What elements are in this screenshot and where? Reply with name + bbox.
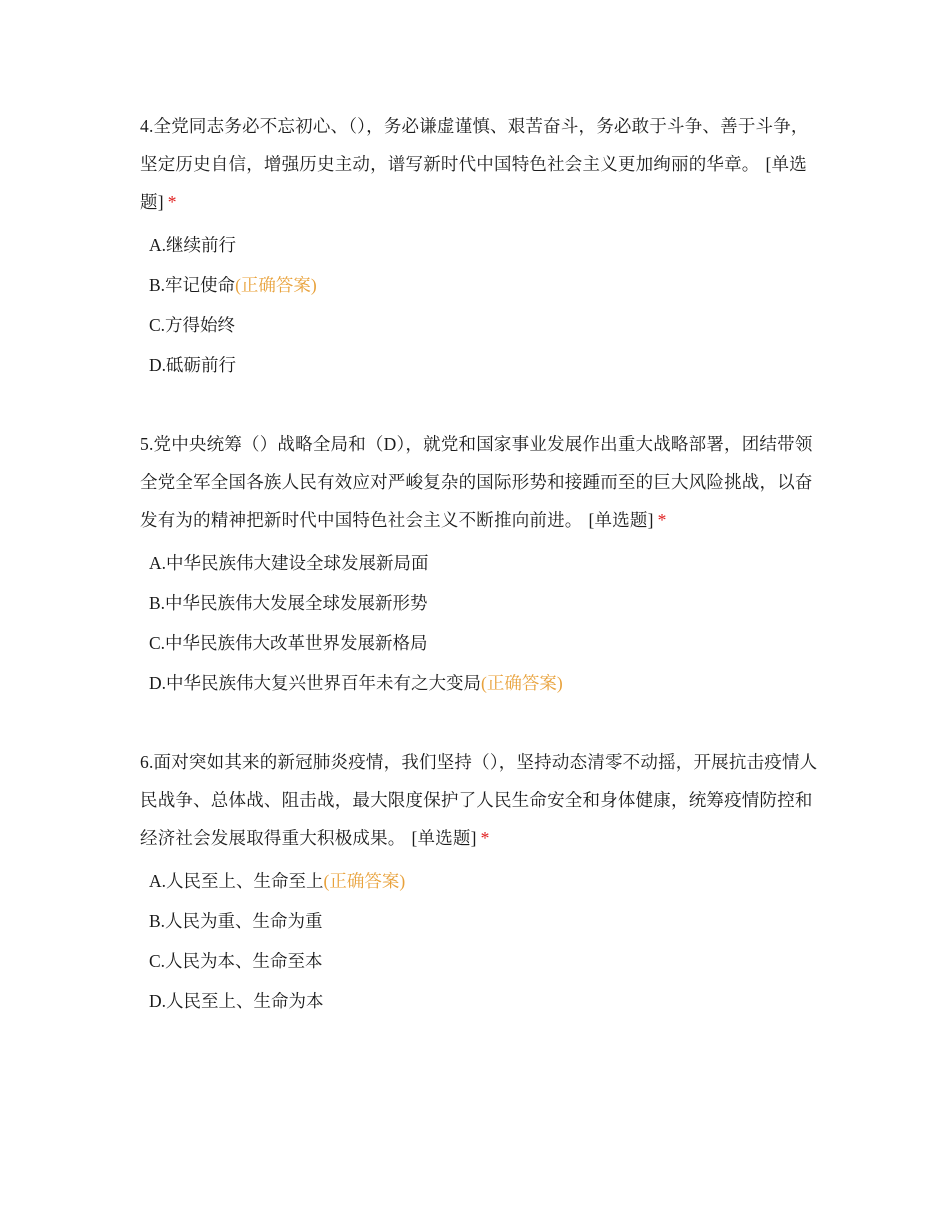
option-d bbox=[149, 345, 820, 385]
question-text: 党中央统筹（）战略全局和（D），就党和国家事业发展作出重大战略部署，团结带领全党全军全国各族人民有效应对严峻复杂的国际形势和接踵而至的巨大风险挑战，以奋发有为的精神把新时代中国特色社会主义不断推向前进。 bbox=[140, 434, 813, 530]
required-star: * bbox=[480, 828, 490, 848]
question-number: 6. bbox=[140, 752, 154, 772]
question-type-label: [单选题] bbox=[411, 828, 477, 848]
option-b bbox=[149, 901, 820, 941]
option-label: C.中华民族伟大改革世界发展新格局 bbox=[149, 633, 428, 653]
option-c bbox=[149, 305, 820, 345]
option-label: A.人民至上、生命至上 bbox=[149, 871, 324, 891]
question-5 bbox=[140, 425, 820, 703]
option-label: A.继续前行 bbox=[149, 235, 237, 255]
question-number: 4. bbox=[140, 116, 154, 136]
question-type-label: [单选题] bbox=[588, 510, 654, 530]
question-stem bbox=[140, 107, 820, 221]
required-star: * bbox=[167, 192, 177, 212]
option-label: D.中华民族伟大复兴世界百年未有之大变局 bbox=[149, 673, 482, 693]
option-a bbox=[149, 861, 820, 901]
question-4 bbox=[140, 107, 820, 385]
correct-answer-mark: (正确答案) bbox=[235, 275, 317, 295]
question-type-label: [单选题] bbox=[140, 154, 807, 212]
question-stem bbox=[140, 743, 820, 857]
correct-answer-mark: (正确答案) bbox=[481, 673, 563, 693]
option-list bbox=[140, 861, 820, 1021]
option-b bbox=[149, 583, 820, 623]
question-text: 全党同志务必不忘初心、（），务必谦虚谨慎、艰苦奋斗，务必敢于斗争、善于斗争，坚定历史自信，增强历史主动，谱写新时代中国特色社会主义更加绚丽的华章。 bbox=[140, 116, 809, 174]
option-d bbox=[149, 981, 820, 1021]
option-d bbox=[149, 663, 820, 703]
required-star: * bbox=[657, 510, 667, 530]
option-c bbox=[149, 623, 820, 663]
option-list bbox=[140, 225, 820, 385]
option-label: D.砥砺前行 bbox=[149, 355, 237, 375]
option-label: B.人民为重、生命为重 bbox=[149, 911, 323, 931]
option-list bbox=[140, 543, 820, 703]
option-a bbox=[149, 225, 820, 265]
question-number: 5. bbox=[140, 434, 154, 454]
option-label: D.人民至上、生命为本 bbox=[149, 991, 324, 1011]
option-label: A.中华民族伟大建设全球发展新局面 bbox=[149, 553, 429, 573]
correct-answer-mark: (正确答案) bbox=[323, 871, 406, 891]
option-label: B.中华民族伟大发展全球发展新形势 bbox=[149, 593, 428, 613]
option-label: B.牢记使命 bbox=[149, 275, 236, 295]
question-6 bbox=[140, 743, 820, 1021]
option-c bbox=[149, 941, 820, 981]
question-text: 面对突如其来的新冠肺炎疫情，我们坚持（），坚持动态清零不动摇，开展抗击疫情人民战争、总体战、阻击战，最大限度保护了人民生命安全和身体健康，统筹疫情防控和经济社会发展取得重大积极成果。 bbox=[140, 752, 818, 848]
question-stem bbox=[140, 425, 820, 539]
option-a bbox=[149, 543, 820, 583]
option-b bbox=[149, 265, 820, 305]
option-label: C.方得始终 bbox=[149, 315, 236, 335]
option-label: C.人民为本、生命至本 bbox=[149, 951, 323, 971]
